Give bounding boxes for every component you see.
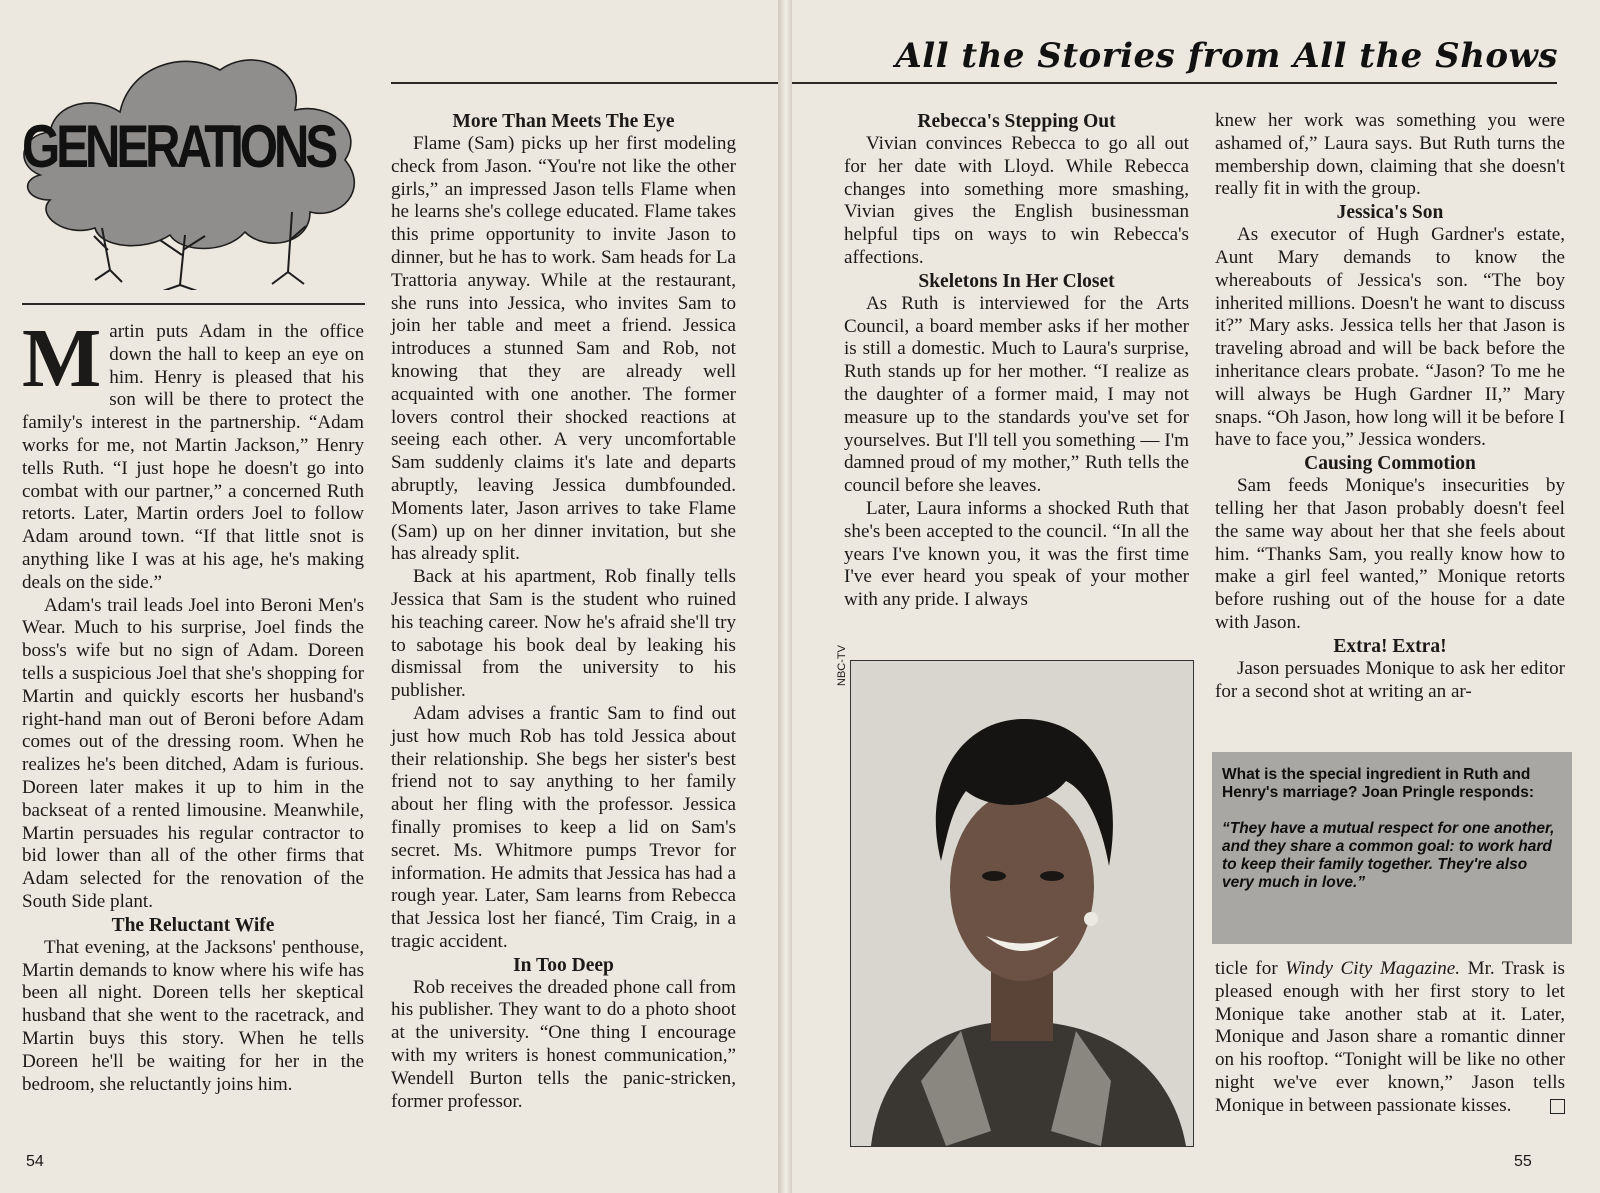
page-number-left: 54 — [26, 1153, 44, 1170]
portrait-photo — [850, 660, 1194, 1147]
paragraph: Rob receives the dreaded phone call from his publisher. They want to do a photo shoot at the university. “One thing I encourage with my writers is honest communication,” Wendell Burton tells the panic-stricken, former professor. — [391, 976, 736, 1112]
left-page — [0, 0, 780, 1193]
photo-credit: NBC-TV — [836, 645, 848, 686]
paragraph: Vivian convinces Rebecca to go all out for her date with Lloyd. While Rebecca changes into something more smashing, Vivian gives the English businessman helpful tips on ways to win Rebecca's affections. — [844, 133, 1189, 268]
right-top-rule — [792, 82, 1557, 84]
paragraph: Back at his apartment, Rob finally tells Jessica that Sam is the student who ruined his teaching career. Now he's afraid she'll try to sabotage his book deal by leaking his dismissal from the university to his publisher. — [391, 566, 736, 702]
quote-question: What is the special ingredient in Ruth and Henry's marriage? Joan Pringle responds: — [1222, 766, 1535, 801]
paragraph: As executor of Hugh Gardner's estate, Aunt Mary demands to know the whereabouts of Jessica's son. “The boy inherited millions. Doesn't he want to discuss it?” Mary asks. Jessica tells her that Jason is traveling abroad and will be back before the inheritance clears probate. “Jason? To me he will always be Hugh Gardner II,” Mary snaps. “Oh Jason, how long will it be before I have to face you,” Jessica wonders. — [1215, 224, 1565, 451]
section-heading: Causing Commotion — [1304, 453, 1476, 475]
portrait-eye-right — [1040, 871, 1064, 881]
portrait-illustration — [851, 661, 1193, 1146]
portrait-eye-left — [982, 871, 1006, 881]
running-header: All the Stories from All the Shows — [895, 36, 1558, 76]
section-heading: Jessica's Son — [1336, 202, 1444, 224]
paragraph-text: ticle for — [1215, 958, 1286, 979]
paragraph-text: artin puts Adam in the office down the hall to keep an eye on him. Henry is pleased that his son will be there to protect the family's interest in the partnership. “Adam works for me, not Martin Jackson,” Henry tells Ruth. “I just hope he doesn't go into combat with our partner,” a concerned Ruth retorts. Later, Martin orders Joel to follow Adam around town. “If that little snot is anything like I was at his age, he's making deals on the side.” — [22, 321, 364, 593]
paragraph: knew her work was something you were ashamed of,” Laura says. But Ruth turns the membership down, claiming that she doesn't really fit in with the group. — [1215, 110, 1565, 200]
paragraph: That evening, at the Jacksons' penthouse, Martin demands to know where his wife has been all night. Doreen tells her skeptical husband that she went to the racetrack, and Martin buys this story. When he tells Doreen he'll be waiting for her in the bedroom, she reluctantly joins him. — [22, 936, 364, 1095]
column-2 — [391, 110, 736, 1113]
section-heading: Extra! Extra! — [1333, 635, 1447, 657]
section-heading: In Too Deep — [513, 954, 614, 976]
paragraph: Adam's trail leads Joel into Beroni Men's Wear. Much to his surprise, Joel finds the boss's wife but no sign of Adam. Doreen tells a suspicious Joel that she's shopping for Martin and quickly escorts her husband's right-hand man out of Beroni before Adam comes out of the dressing room. When he realizes he's been ditched, Adam is furious. Doreen later makes it up to him in the backseat of a rented limousine. Meanwhile, Martin persuades his regular contractor to bid lower than all of the other firms that Adam selected for the renovation of the South Side plant. — [22, 594, 364, 912]
logo-title: GENERATIONS — [22, 113, 335, 180]
column-1 — [22, 312, 364, 1096]
portrait-face — [950, 791, 1094, 981]
column-4 — [1215, 110, 1565, 703]
paragraph — [1215, 958, 1565, 1118]
portrait-earring — [1084, 912, 1098, 926]
section-heading: Skeletons In Her Closet — [918, 270, 1115, 292]
paragraph — [22, 312, 364, 595]
section-heading: More Than Meets The Eye — [452, 111, 675, 132]
quote-sidebar — [1212, 752, 1572, 944]
paragraph-text: Mr. Trask is pleased enough with her first story to let Monique take another stab at it. Later, Monique and Jason share a romantic dinner on his rooftop. “Tonight will be like no other night we've ever known,” Jason tells Monique in between passionate kisses. — [1215, 958, 1565, 1116]
end-of-article-mark — [1550, 1099, 1565, 1114]
left-top-rule — [391, 82, 780, 84]
column-3 — [844, 110, 1189, 612]
paragraph: Flame (Sam) picks up her first modeling check from Jason. “You're not like the other girls,” an impressed Jason tells Flame when he learns she's college educated. Flame takes this prime opportunity to invite Jason to dinner, but he has to work. Sam heads for La Trattoria anyway. While at the restaurant, she runs into Jessica, who invites Sam to join her table and meet a friend. Jessica introduces a stunned Sam and Rob, not knowing that they are already well acquainted with one another. The former lovers control their shocked reactions at seeing each other. A very uncomfortable Sam suddenly claims it's late and departs abruptly, leaving Jessica dumbfounded. Moments later, Jason arrives to take Flame (Sam) up on her dinner invitation, but she has already split. — [391, 133, 736, 565]
section-heading: The Reluctant Wife — [111, 914, 275, 936]
quote-answer: “They have a mutual respect for one another, and they share a common goal: to work hard to keep their family together. They're also very much in love.” — [1222, 820, 1555, 891]
page-number-right: 55 — [1514, 1153, 1532, 1170]
paragraph: Later, Laura informs a shocked Ruth that she's been accepted to the council. “In all the years I've known you, it was the first time I've ever heard you speak of your mother with any pride. I always — [844, 497, 1189, 611]
paragraph: As Ruth is interviewed for the Arts Council, a board member asks if her mother is still a domestic. Much to Laura's surprise, Ruth stands up for her mother. “I realize as the daughter of a former maid, I may not measure up to the standards you've set for yourselves. But I'll tell you something — I'm damned proud of my mother,” Ruth tells the council before she leaves. — [844, 292, 1189, 497]
left-col1-rule — [22, 303, 365, 305]
paragraph: Adam advises a frantic Sam to find out just how much Rob has told Jessica about their relationship. She begs her sister's best friend not to say anything to her family about her fling with the professor. Jessica finally promises to keep a lid on Sam's secret. Ms. Whitmore pumps Trevor for information. He admits that Jessica has had a rough year. Later, Sam learns from Rebecca that Jessica lost her fiancé, Tim Craig, in a tragic accident. — [391, 702, 736, 952]
paragraph: Sam feeds Monique's insecurities by telling her that Jason probably doesn't feel the same way about her that she feels about him. “Thanks Sam, you really know how to make a girl feel wanted,” Monique retorts before rushing out of the house for a date with Jason. — [1215, 475, 1565, 633]
section-heading: Rebecca's Stepping Out — [917, 111, 1116, 132]
column-4-continued — [1215, 958, 1565, 1118]
magazine-title: Windy City Magazine. — [1285, 958, 1461, 979]
drop-cap: M — [22, 312, 102, 405]
paragraph: Jason persuades Monique to ask her editor for a second shot at writing an ar- — [1215, 657, 1565, 702]
